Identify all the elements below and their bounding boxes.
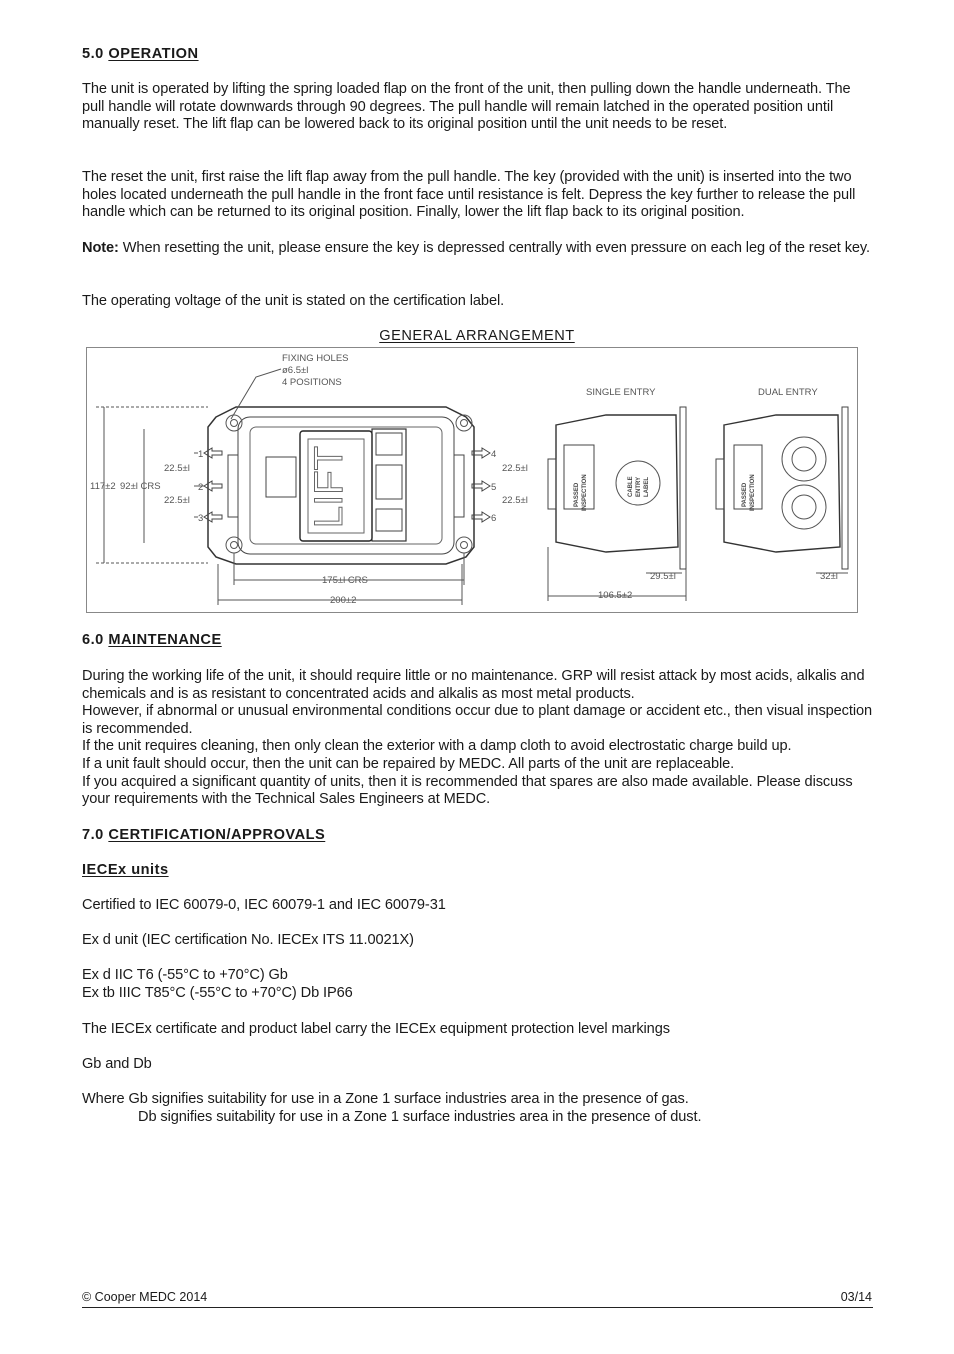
entry-label-2: 2: [198, 482, 204, 493]
maintenance-body: [82, 668, 872, 809]
operation-note: [82, 240, 872, 258]
dim-width-overall: 200±2: [330, 595, 357, 606]
entry-label-4: 4: [491, 449, 497, 460]
cable-entry-label-3: LABEL: [644, 477, 650, 497]
definition-db: Db signifies suitability for use in a Zone 1 surface industries area in the presence of dust.: [138, 1108, 702, 1125]
maintenance-line: If the unit requires cleaning, then only clean the exterior with a damp cloth to avoid electrostatic charge build up.: [82, 738, 792, 755]
label-positions: 4 POSITIONS: [282, 377, 342, 388]
maintenance-line: If a unit fault should occur, then the unit can be repaired by MEDC. All parts of the unit are replaceable.: [82, 755, 735, 772]
page-footer: [82, 1290, 872, 1304]
cable-entry-label-1: CABLE: [628, 476, 634, 497]
level-definitions: [82, 1091, 872, 1126]
section-title: OPERATION: [108, 46, 199, 62]
certified-standards: Certified to IEC 60079-0, IEC 60079-1 and IEC 60079-31: [82, 897, 446, 913]
label-single-entry: SINGLE ENTRY: [586, 387, 656, 398]
section-heading-maintenance: [82, 631, 222, 649]
exd-unit: Ex d unit (IEC certification No. IECEx ITS 11.0021X): [82, 932, 414, 948]
protection-levels: Gb and Db: [82, 1056, 152, 1072]
label-hole-dia: ø6.5±l: [282, 365, 309, 376]
passed-inspection-single-1: PASSED: [574, 482, 580, 507]
label-fixing-holes: FIXING HOLES: [282, 353, 349, 364]
section-number: 5.0: [82, 46, 104, 62]
section-heading-operation: [82, 45, 199, 63]
section-title: CERTIFICATION/APPROVALS: [108, 827, 326, 843]
dim-pitch-left-a: 22.5±l: [164, 463, 190, 474]
operation-paragraph-3: The operating voltage of the unit is stated on the certification label.: [82, 293, 505, 309]
footer-copyright: © Cooper MEDC 2014: [82, 1290, 208, 1304]
lift-flap-label: LIFT: [307, 445, 351, 529]
note-text: When resetting the unit, please ensure the key is depressed centrally with even pressure on each leg of the reset key.: [118, 240, 870, 256]
cable-entry-label-2: ENTRY: [636, 476, 642, 497]
section-heading-certification: [82, 826, 325, 844]
definition-gb: Where Gb signifies suitability for use in a Zone 1 surface industries area in the presence of gas.: [82, 1091, 689, 1107]
passed-inspection-dual-1: PASSED: [742, 482, 748, 507]
label-statement: The IECEx certificate and product label carry the IECEx equipment protection level markings: [82, 1021, 670, 1037]
footer-date: 03/14: [840, 1290, 872, 1304]
subheading-text: IECEx units: [82, 862, 169, 878]
drawing-svg: [86, 347, 858, 613]
dim-depth-single: 29.5±l: [650, 571, 676, 582]
label-dual-entry: DUAL ENTRY: [758, 387, 818, 398]
dim-depth-dual: 32±l: [820, 571, 838, 582]
subheading-iecex: [82, 861, 169, 879]
entry-label-6: 6: [491, 513, 497, 524]
dim-depth-overall: 106.5±2: [598, 590, 633, 601]
dim-pitch-right-b: 22.5±l: [502, 495, 528, 506]
general-arrangement-drawing: [86, 347, 858, 613]
dim-height-crs: 92±l CRS: [120, 481, 161, 492]
passed-inspection-single-2: INSPECTION: [582, 474, 588, 511]
dim-width-crs: 175±l CRS: [322, 575, 368, 586]
section-number: 6.0: [82, 632, 104, 648]
entry-label-1: 1: [198, 449, 204, 460]
dim-pitch-left-b: 22.5±l: [164, 495, 190, 506]
operation-paragraph-1: The unit is operated by lifting the spring loaded flap on the front of the unit, then pulling down the handle underneath. The pull handle will rotate downwards through 90 degrees. The pull handle will remain latched in the operated position until manually reset. The lift flap can be lowered back to its original position until the unit needs to be reset.: [82, 81, 851, 133]
section-number: 7.0: [82, 827, 104, 843]
markings: [82, 967, 872, 1002]
marking-line: Ex d IIC T6 (-55°C to +70°C) Gb: [82, 967, 288, 983]
maintenance-line: If you acquired a significant quantity of units, then it is recommended that spares are also made available. Please discuss your requirements with the Technical Sales Engineers at MEDC.: [82, 773, 853, 808]
entry-label-3: 3: [198, 513, 204, 524]
operation-paragraph-2: The reset the unit, first raise the lift flap away from the pull handle. The key (provided with the unit) is inserted into the two holes located underneath the pull handle in the front face until resistance is felt. Depress the key further to release the pull handle which can be returned to its original position. Finally, lower the lift flap back to its original position.: [82, 169, 856, 221]
figure-title: [82, 328, 872, 344]
section-title: MAINTENANCE: [108, 632, 222, 648]
figure-title-text: GENERAL ARRANGEMENT: [379, 328, 575, 344]
dim-height-overall: 117±2: [90, 481, 116, 492]
passed-inspection-dual-2: INSPECTION: [750, 474, 756, 511]
entry-label-5: 5: [491, 482, 497, 493]
footer-divider: [82, 1307, 873, 1308]
maintenance-line: However, if abnormal or unusual environmental conditions occur due to plant damage or accident etc., then visual inspection is recommended.: [82, 703, 873, 737]
marking-line: Ex tb IIIC T85°C (-55°C to +70°C) Db IP66: [82, 984, 353, 1001]
dim-pitch-right-a: 22.5±l: [502, 463, 528, 474]
maintenance-line: During the working life of the unit, it should require little or no maintenance. GRP will resist attack by most acids, alkalis and chemicals and is as resistant to concentrated acids and alkalis as most metal products.: [82, 668, 865, 702]
note-label: Note:: [82, 240, 119, 256]
